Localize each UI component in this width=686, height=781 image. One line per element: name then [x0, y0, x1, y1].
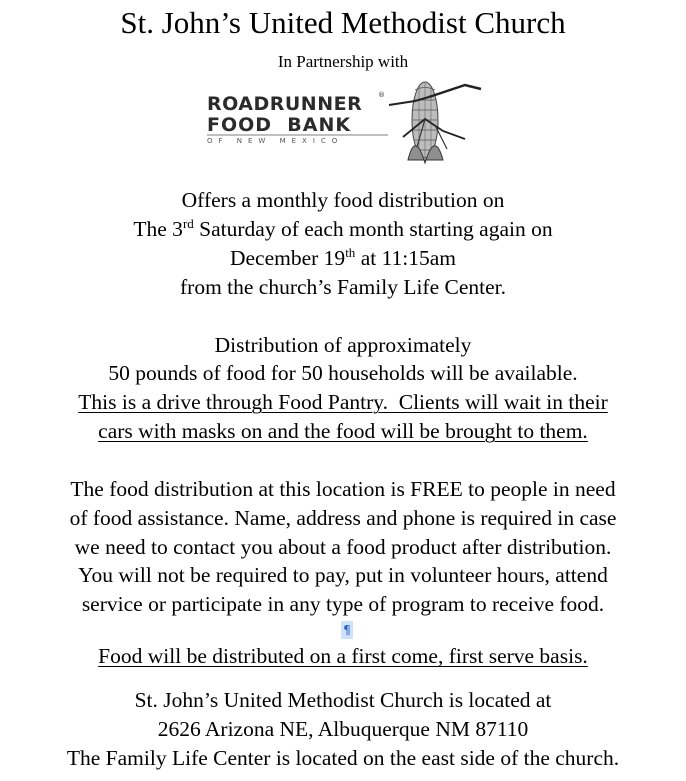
location-address: 2626 Arizona NE, Albuquerque NM 87110 — [157, 717, 529, 741]
intro-line-2: The 3rd Saturday of each month starting again on — [133, 215, 553, 241]
intro-line-4: from the church’s Family Life Center. — [180, 275, 506, 299]
distribution-line-2: 50 pounds of food for 50 households will be available. — [108, 361, 578, 385]
intro-line-1: Offers a monthly food distribution on — [181, 188, 505, 212]
free-info-line-1: The food distribution at this location is FREE to people in need — [70, 477, 616, 501]
location-line-3: The Family Life Center is located on the east side of the church. — [66, 746, 620, 770]
logo-registered-mark: ® — [378, 91, 385, 99]
roadrunner-food-bank-logo — [203, 75, 485, 165]
roadrunner-corn-logo-icon — [389, 82, 481, 163]
church-title: St. John’s United Methodist Church — [120, 5, 566, 40]
partnership-label: In Partnership with — [277, 52, 409, 71]
drive-through-line-1: This is a drive through Food Pantry. Clients will wait in their — [78, 390, 608, 414]
logo-line1: ROADRUNNER — [207, 93, 363, 115]
distribution-line-1: Distribution of approximately — [214, 333, 472, 357]
free-info-line-3: we need to contact you about a food product after distribution. — [74, 535, 612, 559]
first-come-line: Food will be distributed on a first come, first serve basis. — [98, 644, 588, 668]
free-info-line-2: of food assistance. Name, address and phone is required in case — [69, 506, 617, 530]
free-info-line-4: You will not be required to pay, put in volunteer hours, attend — [78, 563, 608, 587]
drive-through-line-2: cars with masks on and the food will be brought to them. — [98, 419, 588, 443]
intro-line-3: December 19th at 11:15am — [229, 244, 457, 270]
logo-line3: OF NEW MEXICO — [207, 137, 344, 145]
logo-line2: FOOD BANK — [207, 114, 352, 136]
free-info-line-5: service or participate in any type of program to receive food. — [81, 592, 605, 616]
pilcrow-mark[interactable]: ¶ — [341, 621, 353, 639]
location-line-1: St. John’s United Methodist Church is located at — [134, 688, 552, 712]
